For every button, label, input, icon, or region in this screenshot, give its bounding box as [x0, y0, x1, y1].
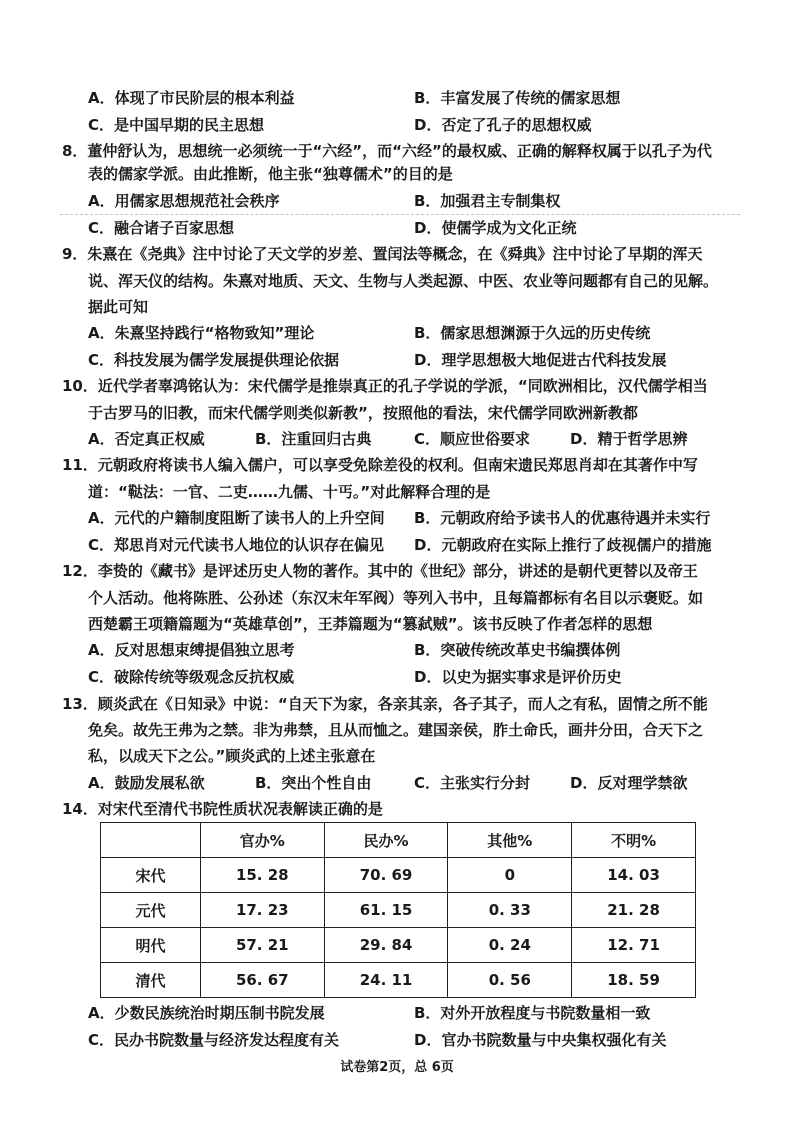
- q8-option-c: C．融合诸子百家思想: [88, 219, 235, 237]
- q12-stem-line2: 个人活动。他将陈胜、公孙述（东汉末年军阀）等列入书中，且每篇都标有名目以示褒贬。如: [88, 589, 704, 607]
- q14-option-b: B．对外开放程度与书院数量相一致: [414, 1004, 651, 1022]
- q14-option-c: C．民办书院数量与经济发达程度有关: [88, 1031, 340, 1049]
- q11-option-d: D．元朝政府在实际上推行了歧视儒户的措施: [414, 536, 712, 554]
- table-cell: 清代: [101, 963, 201, 998]
- table-cell: 17. 23: [200, 893, 324, 928]
- table-cell: 21. 28: [572, 893, 696, 928]
- q8-stem-line2: 表的儒家学派。由此推断，他主张“独尊儒术”的目的是: [88, 165, 453, 183]
- q11-stem-line2: 道：“鞑法：一官、二吏……九儒、十丐。”对此解释合理的是: [88, 483, 491, 501]
- q9-stem-line3: 据此可知: [88, 298, 149, 316]
- q8-option-d: D．使儒学成为文化正统: [414, 219, 577, 237]
- table-cell: 0. 56: [448, 963, 572, 998]
- table-header-cell: 其他%: [448, 823, 572, 858]
- table-cell: 0. 33: [448, 893, 572, 928]
- table-cell: 0: [448, 858, 572, 893]
- table-cell: 61. 15: [324, 893, 448, 928]
- q9-option-c: C．科技发展为儒学发展提供理论依据: [88, 351, 340, 369]
- q13-option-d: D．反对理学禁欲: [570, 774, 688, 792]
- table-header-row: [101, 823, 696, 858]
- q9-stem-line2: 说、浑天仪的结构。朱熹对地质、天文、生物与人类起源、中医、农业等问题都有自己的见解。: [88, 272, 719, 290]
- q9-option-b: B．儒家思想渊源于久远的历史传统: [414, 324, 651, 342]
- q9-option-a: A．朱熹坚持践行“格物致知”理论: [88, 324, 315, 342]
- q11-option-b: B．元朝政府给予读书人的优惠待遇并未实行: [414, 509, 711, 527]
- table-header-cell: 不明%: [572, 823, 696, 858]
- q8-option-b: B．加强君主专制集权: [414, 192, 561, 210]
- q10-option-c: C．顺应世俗要求: [414, 430, 531, 448]
- table-cell: 57. 21: [200, 928, 324, 963]
- q14-option-a: A．少数民族统治时期压制书院发展: [88, 1004, 325, 1022]
- q7-option-c: C．是中国早期的民主思想: [88, 116, 265, 134]
- q7-option-a: A．体现了市民阶层的根本利益: [88, 89, 295, 107]
- q7-option-b: B．丰富发展了传统的儒家思想: [414, 89, 621, 107]
- table-cell: 24. 11: [324, 963, 448, 998]
- q13-option-b: B．突出个性自由: [255, 774, 372, 792]
- q13-option-c: C．主张实行分封: [414, 774, 531, 792]
- q10-stem-line1: 10．近代学者辜鸿铭认为：宋代儒学是推崇真正的孔子学说的学派，“同欧洲相比，汉代儒学相当: [62, 377, 708, 395]
- academy-nature-table: [100, 822, 696, 998]
- q12-option-c: C．破除传统等级观念反抗权威: [88, 668, 295, 686]
- q13-stem-line1: 13．顾炎武在《日知录》中说：“自天下为家，各亲其亲，各子其子，而人之有私，固情之所不能: [62, 695, 708, 713]
- table-row: [101, 928, 696, 963]
- q10-option-a: A．否定真正权威: [88, 430, 205, 448]
- table-row: [101, 858, 696, 893]
- table-cell: 18. 59: [572, 963, 696, 998]
- q13-stem-line3: 私，以成天下之公。”顾炎武的上述主张意在: [88, 747, 376, 765]
- table-row: [101, 893, 696, 928]
- q11-stem-line1: 11．元朝政府将读书人编入儒户，可以享受免除差役的权利。但南宋遗民郑思肖却在其著作中写: [62, 456, 698, 474]
- q10-option-d: D．精于哲学思辨: [570, 430, 688, 448]
- table-header-cell: [101, 823, 201, 858]
- table-cell: 15. 28: [200, 858, 324, 893]
- q14-option-d: D．官办书院数量与中央集权强化有关: [414, 1031, 667, 1049]
- table-row: [101, 963, 696, 998]
- q13-option-a: A．鼓励发展私欲: [88, 774, 205, 792]
- q12-option-d: D．以史为据实事求是评价历史: [414, 668, 622, 686]
- q10-stem-line2: 于古罗马的旧教，而宋代儒学则类似新教”，按照他的看法，宋代儒学同欧洲新教都: [88, 404, 638, 422]
- q12-stem-line3: 西楚霸王项籍篇题为“英雄草创”，王莽篇题为“篡弑贼”。该书反映了作者怎样的思想: [88, 615, 653, 633]
- q11-option-a: A．元代的户籍制度阻断了读书人的上升空间: [88, 509, 385, 527]
- q12-option-a: A．反对思想束缚提倡独立思考: [88, 641, 295, 659]
- q9-stem-line1: 9．朱熹在《尧典》注中讨论了天文学的岁差、置闰法等概念，在《舜典》注中讨论了早期的浑天: [62, 245, 703, 263]
- table-cell: 明代: [101, 928, 201, 963]
- scan-artifact-line: [60, 214, 740, 217]
- q8-option-a: A．用儒家思想规范社会秩序: [88, 192, 280, 210]
- q12-stem-line1: 12．李贽的《藏书》是评述历史人物的著作。其中的《世纪》部分，讲述的是朝代更替以及帝王: [62, 562, 698, 580]
- q7-option-d: D．否定了孔子的思想权威: [414, 116, 592, 134]
- q10-option-b: B．注重回归古典: [255, 430, 372, 448]
- page-footer: 试卷第2页，总 6页: [340, 1060, 454, 1075]
- q9-option-d: D．理学思想极大地促进古代科技发展: [414, 351, 667, 369]
- table-header-cell: 民办%: [324, 823, 448, 858]
- table-cell: 70. 69: [324, 858, 448, 893]
- table-cell: 29. 84: [324, 928, 448, 963]
- table-cell: 0. 24: [448, 928, 572, 963]
- table-cell: 14. 03: [572, 858, 696, 893]
- q14-stem: 14．对宋代至清代书院性质状况表解读正确的是: [62, 800, 383, 818]
- table-cell: 12. 71: [572, 928, 696, 963]
- q8-stem-line1: 8．董仲舒认为，思想统一必须统一于“六经”，而“六经”的最权威、正确的解释权属于以孔子为代: [62, 142, 712, 160]
- table-cell: 56. 67: [200, 963, 324, 998]
- table-header-cell: 官办%: [200, 823, 324, 858]
- table-cell: 宋代: [101, 858, 201, 893]
- table-cell: 元代: [101, 893, 201, 928]
- q12-option-b: B．突破传统改革史书编撰体例: [414, 641, 621, 659]
- q13-stem-line2: 免矣。故先王弗为之禁。非为弗禁，且从而恤之。建国亲侯，胙土命氏，画井分田，合天下之: [88, 721, 704, 739]
- q11-option-c: C．郑思肖对元代读书人地位的认识存在偏见: [88, 536, 385, 554]
